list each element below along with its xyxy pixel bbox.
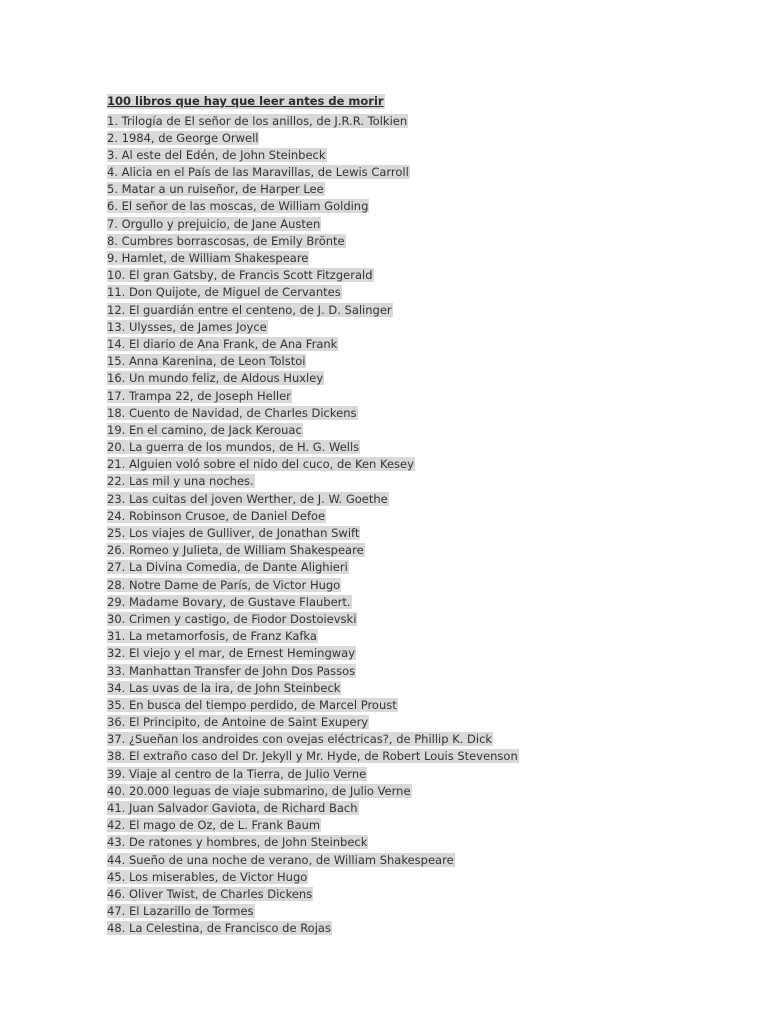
list-item [107,919,747,936]
list-item-text: 12. El guardián entre el centeno, de J. D. Salinger [107,302,392,317]
list-item [107,128,747,145]
list-item-text: 39. Viaje al centro de la Tierra, de Julio Verne [107,766,367,781]
list-item [107,249,747,266]
list-item [107,592,747,609]
list-item [107,111,747,128]
list-item [107,884,747,901]
list-item-text: 31. La metamorfosis, de Franz Kafka [107,629,317,644]
list-item [107,575,747,592]
list-item [107,352,747,369]
list-item [107,747,747,764]
list-item [107,455,747,472]
list-item-text: 43. De ratones y hombres, de John Steinbeck [107,835,368,850]
list-item-text: 40. 20.000 leguas de viaje submarino, de Julio Verne [107,783,411,798]
list-item-text: 19. En el camino, de Jack Kerouac [107,422,302,437]
list-item-text: 24. Robinson Crusoe, de Daniel Defoe [107,508,326,523]
list-item-text: 41. Juan Salvador Gaviota, de Richard Bach [107,801,358,815]
list-item-text: 42. El mago de Oz, de L. Frank Baum [107,818,321,833]
list-item [107,764,747,781]
list-item [107,489,747,506]
list-item-text: 46. Oliver Twist, de Charles Dickens [107,886,313,901]
list-item-text: 13. Ulysses, de James Joyce [107,319,267,334]
list-item-text: 33. Manhattan Transfer de John Dos Passos [107,663,356,678]
list-item [107,197,747,214]
document-page [107,90,747,936]
list-item-text: 4. Alicia en el País de las Maravillas, de Lewis Carroll [107,165,409,180]
list-item [107,678,747,695]
list-item [107,850,747,867]
list-item-text: 22. Las mil y una noches. [107,474,254,489]
list-item [107,266,747,283]
list-item [107,317,747,334]
list-item-text: 17. Trampa 22, de Joseph Heller [107,388,291,403]
list-item [107,438,747,455]
list-item-text: 6. El señor de las moscas, de William Golding [107,199,369,214]
list-item [107,145,747,162]
list-item [107,799,747,816]
list-item-text: 47. El Lazarillo de Tormes [107,904,254,919]
list-item [107,695,747,712]
list-item [107,902,747,919]
list-item-text: 26. Romeo y Julieta, de William Shakespeare [107,543,364,558]
list-item [107,420,747,437]
list-item [107,369,747,386]
list-item [107,403,747,420]
list-item-text: 29. Madame Bovary, de Gustave Flaubert. [107,594,351,609]
list-item [107,231,747,248]
list-item-text: 16. Un mundo feliz, de Aldous Huxley [107,371,324,386]
list-item-text: 8. Cumbres borrascosas, de Emily Brönte [107,233,345,248]
list-item [107,283,747,300]
list-item-text: 10. El gran Gatsby, de Francis Scott Fitzgerald [107,268,373,283]
list-item-text: 28. Notre Dame de París, de Victor Hugo [107,577,341,592]
list-item-text: 1. Trilogía de El señor de los anillos, de J.R.R. Tolkien [107,113,408,128]
list-item [107,867,747,884]
list-item-text: 7. Orgullo y prejuicio, de Jane Austen [107,216,321,231]
list-item [107,730,747,747]
list-item-text: 48. La Celestina, de Francisco de Rojas [107,921,331,936]
list-item-text: 36. El Principito, de Antoine de Saint Exupery [107,715,369,730]
list-item-text: 23. Las cuitas del joven Werther, de J. W. Goethe [107,491,388,506]
list-item [107,214,747,231]
list-item [107,541,747,558]
list-item-text: 44. Sueño de una noche de verano, de William Shakespeare [107,852,454,867]
list-item [107,300,747,317]
list-item [107,781,747,798]
list-item-text: 21. Alguien voló sobre el nido del cuco, de Ken Kesey [107,457,414,472]
list-item [107,506,747,523]
list-item-text: 27. La Divina Comedia, de Dante Alighieri [107,560,348,575]
list-item-text: 35. En busca del tiempo perdido, de Marcel Proust [107,697,397,712]
list-item [107,833,747,850]
list-item [107,163,747,180]
list-item-text: 14. El diario de Ana Frank, de Ana Frank [107,336,338,351]
list-item-text: 11. Don Quijote, de Miguel de Cervantes [107,285,341,300]
list-item [107,524,747,541]
list-item-text: 25. Los viajes de Gulliver, de Jonathan Swift [107,526,360,540]
list-item-text: 2. 1984, de George Orwell [107,130,259,145]
list-item [107,334,747,351]
book-list [107,111,747,936]
list-item-text: 38. El extraño caso del Dr. Jekyll y Mr. Hyde, de Robert Louis Stevenson [107,749,518,764]
list-item-text: 18. Cuento de Navidad, de Charles Dickens [107,405,357,420]
list-item-text: 34. Las uvas de la ira, de John Steinbeck [107,680,341,695]
document-title: 100 libros que hay que leer antes de morir [107,94,384,108]
list-item [107,472,747,489]
list-item-text: 9. Hamlet, de William Shakespeare [107,251,309,265]
list-item [107,816,747,833]
list-item-text: 45. Los miserables, de Victor Hugo [107,869,308,884]
list-item [107,627,747,644]
list-item [107,558,747,575]
list-item [107,386,747,403]
list-item-text: 37. ¿Sueñan los androides con ovejas eléctricas?, de Phillip K. Dick [107,732,493,747]
list-item-text: 20. La guerra de los mundos, de H. G. Wells [107,440,360,455]
list-item [107,644,747,661]
list-item [107,713,747,730]
list-item-text: 30. Crimen y castigo, de Fiodor Dostoievski [107,611,357,626]
list-item [107,661,747,678]
list-item-text: 5. Matar a un ruiseñor, de Harper Lee [107,182,324,197]
list-item [107,180,747,197]
list-item-text: 3. Al este del Edén, de John Steinbeck [107,147,326,162]
list-item-text: 15. Anna Karenina, de Leon Tolstoi [107,354,306,369]
list-item-text: 32. El viejo y el mar, de Ernest Hemingway [107,646,356,661]
list-item [107,609,747,626]
